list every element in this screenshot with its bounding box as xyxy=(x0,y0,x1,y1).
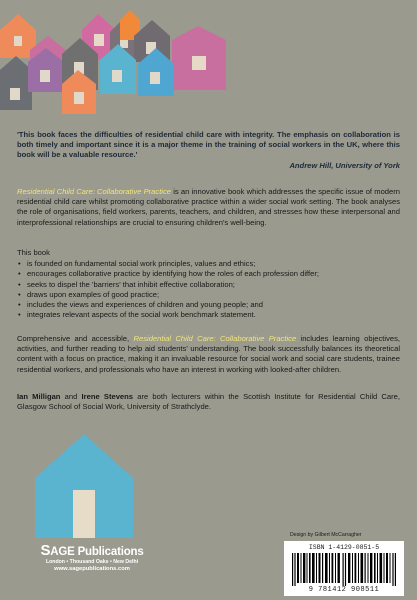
list-item: • includes the views and experiences of children and young people; and xyxy=(27,300,400,310)
sage-logo xyxy=(32,542,152,559)
list-item: • draws upon examples of good practice; xyxy=(27,290,400,300)
publisher-cities: London • Thousand Oaks • New Delhi xyxy=(45,559,139,565)
list-item: • seeks to dispel the 'barriers' that inhibit effective collaboration; xyxy=(27,280,400,290)
publisher-website: www.sagepublications.com xyxy=(54,566,130,572)
design-credit: Design by Gilbert McCarragher xyxy=(290,532,362,538)
features-lead: This book xyxy=(17,248,50,257)
list-item: • integrates relevant aspects of the social work benchmark statement. xyxy=(27,310,400,320)
list-item: • encourages collaborative practice by identifying how the roles of each profession differ; xyxy=(27,269,400,279)
publisher-block xyxy=(32,542,152,572)
houses-illustration xyxy=(0,0,417,120)
sage-logo-text: AGE Publications xyxy=(50,546,144,558)
book-description xyxy=(17,187,400,228)
quote-text: 'This book faces the difficulties of residential child care with integrity. The emphasis on collaboration is both timely and important since it is a major theme in the training of social workers in the UK, where this book will be a valuable resource.' xyxy=(17,130,400,160)
features-section xyxy=(17,248,400,320)
author-bio xyxy=(17,392,400,412)
description-text: is an innovative book which addresses the specific issue of modern residential child care whilst promoting collaborative practice within a wider social work setting. The book analyses the role of organisations, field workers, parents, teachers, and children, and stresses how these interpersonal and interprofessional relationships are crucial to ensuring children's well-being. xyxy=(17,187,400,227)
isbn-digits: 9 781412 908511 xyxy=(308,586,380,594)
house-illustration xyxy=(35,432,133,538)
author-name: Ian Milligan xyxy=(17,392,61,401)
quote-attribution: Andrew Hill, University of York xyxy=(289,160,400,170)
endorsement-quote xyxy=(17,130,400,171)
barcode xyxy=(284,541,404,596)
author-conjunction: and xyxy=(60,392,82,401)
list-item: • is founded on fundamental social work principles, values and ethics; xyxy=(27,259,400,269)
book-title-highlight: Residential Child Care: Collaborative Practice xyxy=(133,334,297,343)
book-title-highlight: Residential Child Care: Collaborative Practice xyxy=(17,187,172,196)
author-name: Irene Stevens xyxy=(81,392,134,401)
features-list xyxy=(17,259,400,320)
isbn-label: ISBN 1-4129-0851-5 xyxy=(308,544,380,551)
summary-paragraph xyxy=(17,334,400,375)
summary-text: includes learning objectives, activities, and further reading to help aid students' understanding. The book successfully balances its theoretical content with a focus on practice, making it an invaluable resource for social work and social care students, trainee residential workers, and professionals who have an interest in working with looked-after children. xyxy=(17,334,400,374)
summary-lead: Comprehensive and accessible, xyxy=(17,334,134,343)
barcode-bars xyxy=(292,553,396,586)
author-bio-text: are both lecturers within the Scottish Institute for Residential Child Care, Glasgow School of Social Work, University of Strathclyde. xyxy=(17,392,400,412)
sage-logo-initial: S xyxy=(40,542,51,559)
